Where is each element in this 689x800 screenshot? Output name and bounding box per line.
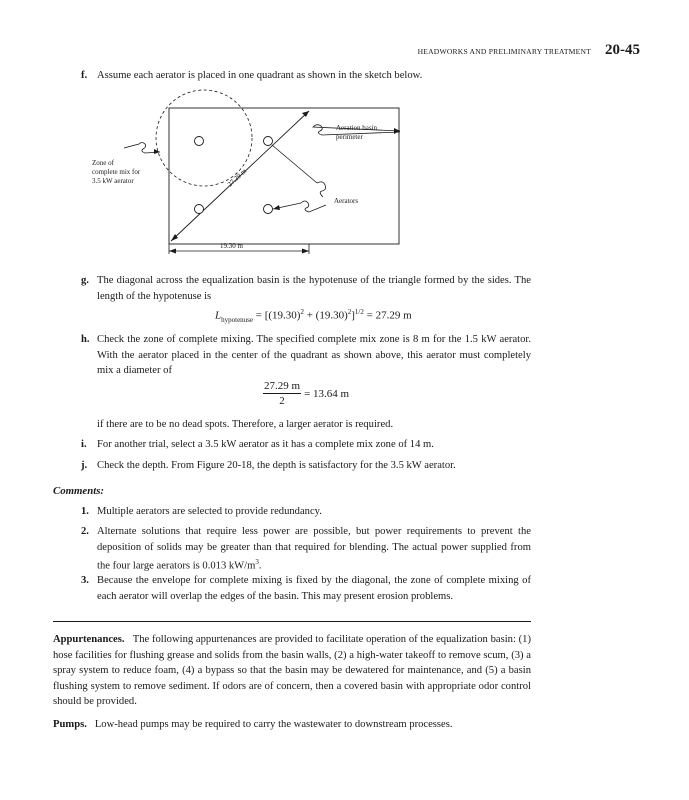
step-h-label: h.	[81, 334, 90, 345]
comments-heading: Comments:	[53, 485, 104, 497]
step-h-text: Check the zone of complete mixing. The specified complete mix zone is 8 m for the 1.5 kW aerator. With the aerator placed in the center of the quadrant as shown above, this aerator must completely mix a diameter of	[97, 334, 531, 377]
eq-lhs: L	[215, 309, 222, 322]
comment-2	[81, 524, 531, 574]
eq-fraction-result: = 13.64 m	[304, 387, 350, 400]
step-g	[81, 273, 531, 304]
label-basin-2: perimeter	[336, 133, 363, 141]
label-side: 19.30 m	[220, 242, 243, 250]
pumps-heading: Pumps.	[53, 719, 87, 730]
label-basin-1: Aeration basin	[336, 124, 378, 132]
comment-2-tail: .	[258, 560, 262, 572]
step-i	[81, 437, 531, 453]
leader-zone-arrowhead	[154, 149, 160, 154]
aerator-layout-sketch	[80, 88, 600, 270]
equation-hypotenuse	[215, 308, 412, 324]
comment-1	[81, 504, 531, 520]
eq-sup-2a: 2	[300, 308, 304, 316]
aerator-top-left	[195, 137, 204, 146]
eq-rhs-a: = [(19.30)	[255, 309, 301, 322]
step-j-text: Check the depth. From Figure 20-18, the depth is satisfactory for the 3.5 kW aerator.	[97, 460, 456, 471]
pumps-text: Low-head pumps may be required to carry the wastewater to downstream processes.	[94, 719, 453, 730]
comment-2-body	[97, 524, 531, 574]
pumps-paragraph	[53, 717, 531, 733]
comment-1-label: 1.	[81, 506, 89, 517]
eq-rhs-b: + (19.30)	[303, 309, 348, 322]
eq-lhs-sub: hypotenuse	[221, 315, 254, 324]
step-j-label: j.	[81, 460, 88, 471]
section-divider	[53, 621, 531, 622]
running-title: HEADWORKS AND PRELIMINARY TREATMENT	[417, 47, 591, 56]
eq-fraction	[263, 380, 301, 407]
appurtenances-paragraph	[53, 632, 531, 710]
running-head	[418, 42, 640, 59]
leader-break-lower	[301, 201, 326, 212]
step-f	[81, 68, 601, 84]
step-i-label: i.	[81, 439, 87, 450]
comment-3-text: Because the envelope for complete mixing is fixed by the diagonal, the zone of complete mixing of each aerator will overlap the edges of the basin. This may present erosion problems.	[97, 575, 531, 602]
label-zone-3: 3.5 kW aerator	[92, 177, 134, 185]
step-h-after: if there are to be no dead spots. Therefore, a larger aerator is required.	[97, 419, 394, 430]
label-aerators: Aerators	[334, 197, 359, 205]
step-f-label: f.	[81, 70, 88, 81]
step-g-label: g.	[81, 275, 89, 286]
page-number: 20-45	[605, 42, 640, 58]
eq-sup-half: 1/2	[354, 308, 364, 316]
appurtenances-heading: Appurtenances.	[53, 634, 125, 645]
comment-2-text: Alternate solutions that require less power are possible, but power requirements to prevent the deposition of solids may be greater than that required for blending. The actual power supplied from the four large aerators is 0.013 kW/m	[97, 526, 531, 572]
eq-rhs-d: = 27.29 m	[363, 309, 412, 322]
comment-2-sup: 3	[255, 558, 259, 567]
dim-arrow-left	[169, 249, 176, 254]
dim-arrow-right	[302, 249, 309, 254]
aerator-bottom-left	[195, 205, 204, 214]
eq-sup-2b: 2	[347, 308, 352, 316]
eq-fraction-num: 27.29 m	[264, 380, 301, 392]
equation-diameter	[263, 380, 349, 407]
leader-break-upper	[317, 182, 326, 197]
step-j	[81, 458, 531, 474]
comment-3	[81, 573, 531, 604]
aerator-bottom-right	[264, 205, 273, 214]
comment-1-text: Multiple aerators are selected to provide redundancy.	[97, 506, 322, 517]
leader-arrowhead-lower	[273, 205, 280, 210]
step-f-text: Assume each aerator is placed in one quadrant as shown in the sketch below.	[97, 70, 423, 81]
label-zone-2: complete mix for	[92, 168, 141, 176]
eq-fraction-den: 2	[279, 395, 285, 407]
leader-aerator-upper	[272, 145, 317, 183]
comment-2-label: 2.	[81, 526, 89, 537]
step-h	[81, 332, 531, 379]
step-g-text: The diagonal across the equalization basin is the hypotenuse of the triangle formed by the sides. The length of the hypotenuse is	[97, 275, 531, 302]
aerator-top-right	[264, 137, 273, 146]
appurtenances-text: The following appurtenances are provided to facilitate operation of the equalization basin: (1) hose facilities for flushing grease and solids from the basin walls, (2) a high-water takeoff to remove scum, (3) a spray system to reduce foam, (4) a bypass so that the basin may be dewatered for maintenance, and (5) a basin flushing system to remove sediment. If odors are of concern, then a covered basin with appropriate odor control should be provided.	[53, 634, 531, 708]
label-zone-1: Zone of	[92, 159, 114, 167]
comment-3-label: 3.	[81, 575, 89, 586]
eq-rhs-c: ]	[351, 309, 355, 322]
step-i-text: For another trial, select a 3.5 kW aerator as it has a complete mix zone of 14 m.	[97, 439, 434, 450]
label-diagonal: 27.29 m	[225, 166, 249, 189]
